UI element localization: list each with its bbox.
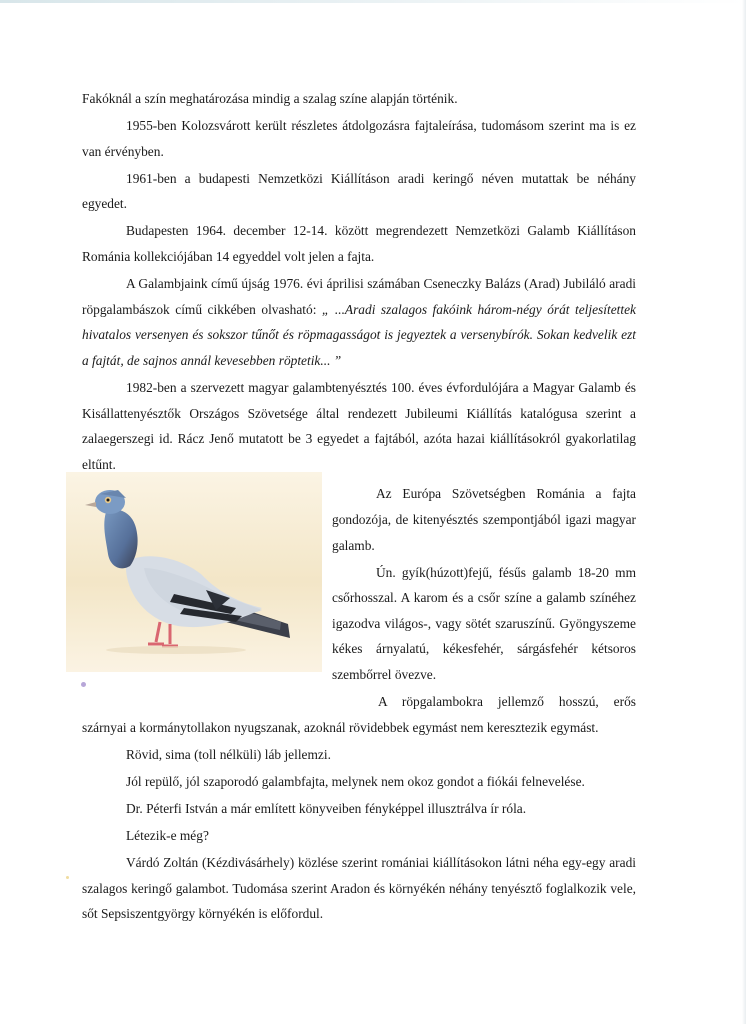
paragraph-with-quote xyxy=(82,271,636,373)
paragraph: 1955-ben Kolozsvárott került részletes átdolgozásra fajtaleírása, tudomásom szerint ma is ez van érvényben. xyxy=(82,118,636,159)
paragraph: Várdó Zoltán (Kézdivásárhely) közlése szerint romániai kiállításokon látni néha egy-egy aradi szalagos keringő galambot. Tudomása szerint Aradon és környékén néhány tenyésztő foglalkozik vele, sőt Sepsiszentgyörgy környékén is előfordul. xyxy=(82,855,636,922)
paragraph: Rövid, sima (toll nélküli) láb jellemzi. xyxy=(126,746,331,762)
scan-top-edge xyxy=(0,0,746,3)
paragraph: 1982-ben a szervezett magyar galambtenyésztés 100. éves évfordulójára a Magyar Galamb és Kisállattenyésztők Országos Szövetsége által rendezett Jubileumi Kiállítás katalógusa szerint a zalaegerszegi id. Rácz Jenő mutatott be 3 egyedet a fajtából, azóta hazai kiállításokról gyakorlatilag eltűnt. xyxy=(82,380,636,472)
text-beside-photo xyxy=(332,481,636,687)
scan-speck xyxy=(66,876,69,879)
scan-right-edge xyxy=(742,0,746,1024)
paragraph: Ún. gyík(húzott)fejű, fésűs galamb 18-20 mm csőrhosszal. A karom és a csőr színe a galamb színéhez igazodva világos-, vagy sötét szaruszínű. Gyöngyszeme kékes árnyalatú, kékesfehér, sárgásfehér kétsoros szembőrrel övezve. xyxy=(332,564,636,683)
paragraph: Jól repülő, jól szaporodó galambfajta, melynek nem okoz gondot a fiókái felnevelése. xyxy=(126,773,585,789)
paragraph: Budapesten 1964. december 12-14. között megrendezett Nemzetközi Galamb Kiállításon Románia kollekciójában 14 egyeddel volt jelen a fajta. xyxy=(82,223,636,265)
paragraph: 1961-ben a budapesti Nemzetközi Kiállításon aradi keringő néven mutattak be néhány egyedet. xyxy=(82,170,636,212)
paragraph: Létezik-e még? xyxy=(126,828,209,844)
italic-quote: „ ...Aradi szalagos fakóink három-négy órát teljesítettek hivatalos versenyen és sokszor tűnőt és röpmagasságot is jegyeztek a versenybírók. Sokan kedvelik ezt a fajtát, de sajnos annál kevesebben röptetik... ” xyxy=(82,301,636,368)
pigeon-illustration xyxy=(66,472,322,672)
paragraph: Fakóknál a szín meghatározása mindig a szalag színe alapján történik. xyxy=(82,91,458,106)
paragraph: Dr. Péterfi István a már említett könyveiben fényképpel illusztrálva ír róla. xyxy=(126,801,527,817)
scan-speck xyxy=(81,682,86,687)
pigeon-photo xyxy=(66,472,322,672)
paragraph-text: A Galambjaink című újság 1976. évi áprilisi számában Cseneczky Balázs (Arad) Jubiláló aradi röpgalambászok című cikkében olvasható: xyxy=(82,276,636,317)
paragraph: Az Európa Szövetségben Románia a fajta gondozója, de kitenyésztés szempontjából igazi magyar galamb. xyxy=(332,486,636,553)
paragraph: A röpgalambokra jellemző hosszú, erős szárnyai a kormánytollakon nyugszanak, azoknál rövidebbek egymást nem keresztezik egymást. xyxy=(82,694,636,735)
